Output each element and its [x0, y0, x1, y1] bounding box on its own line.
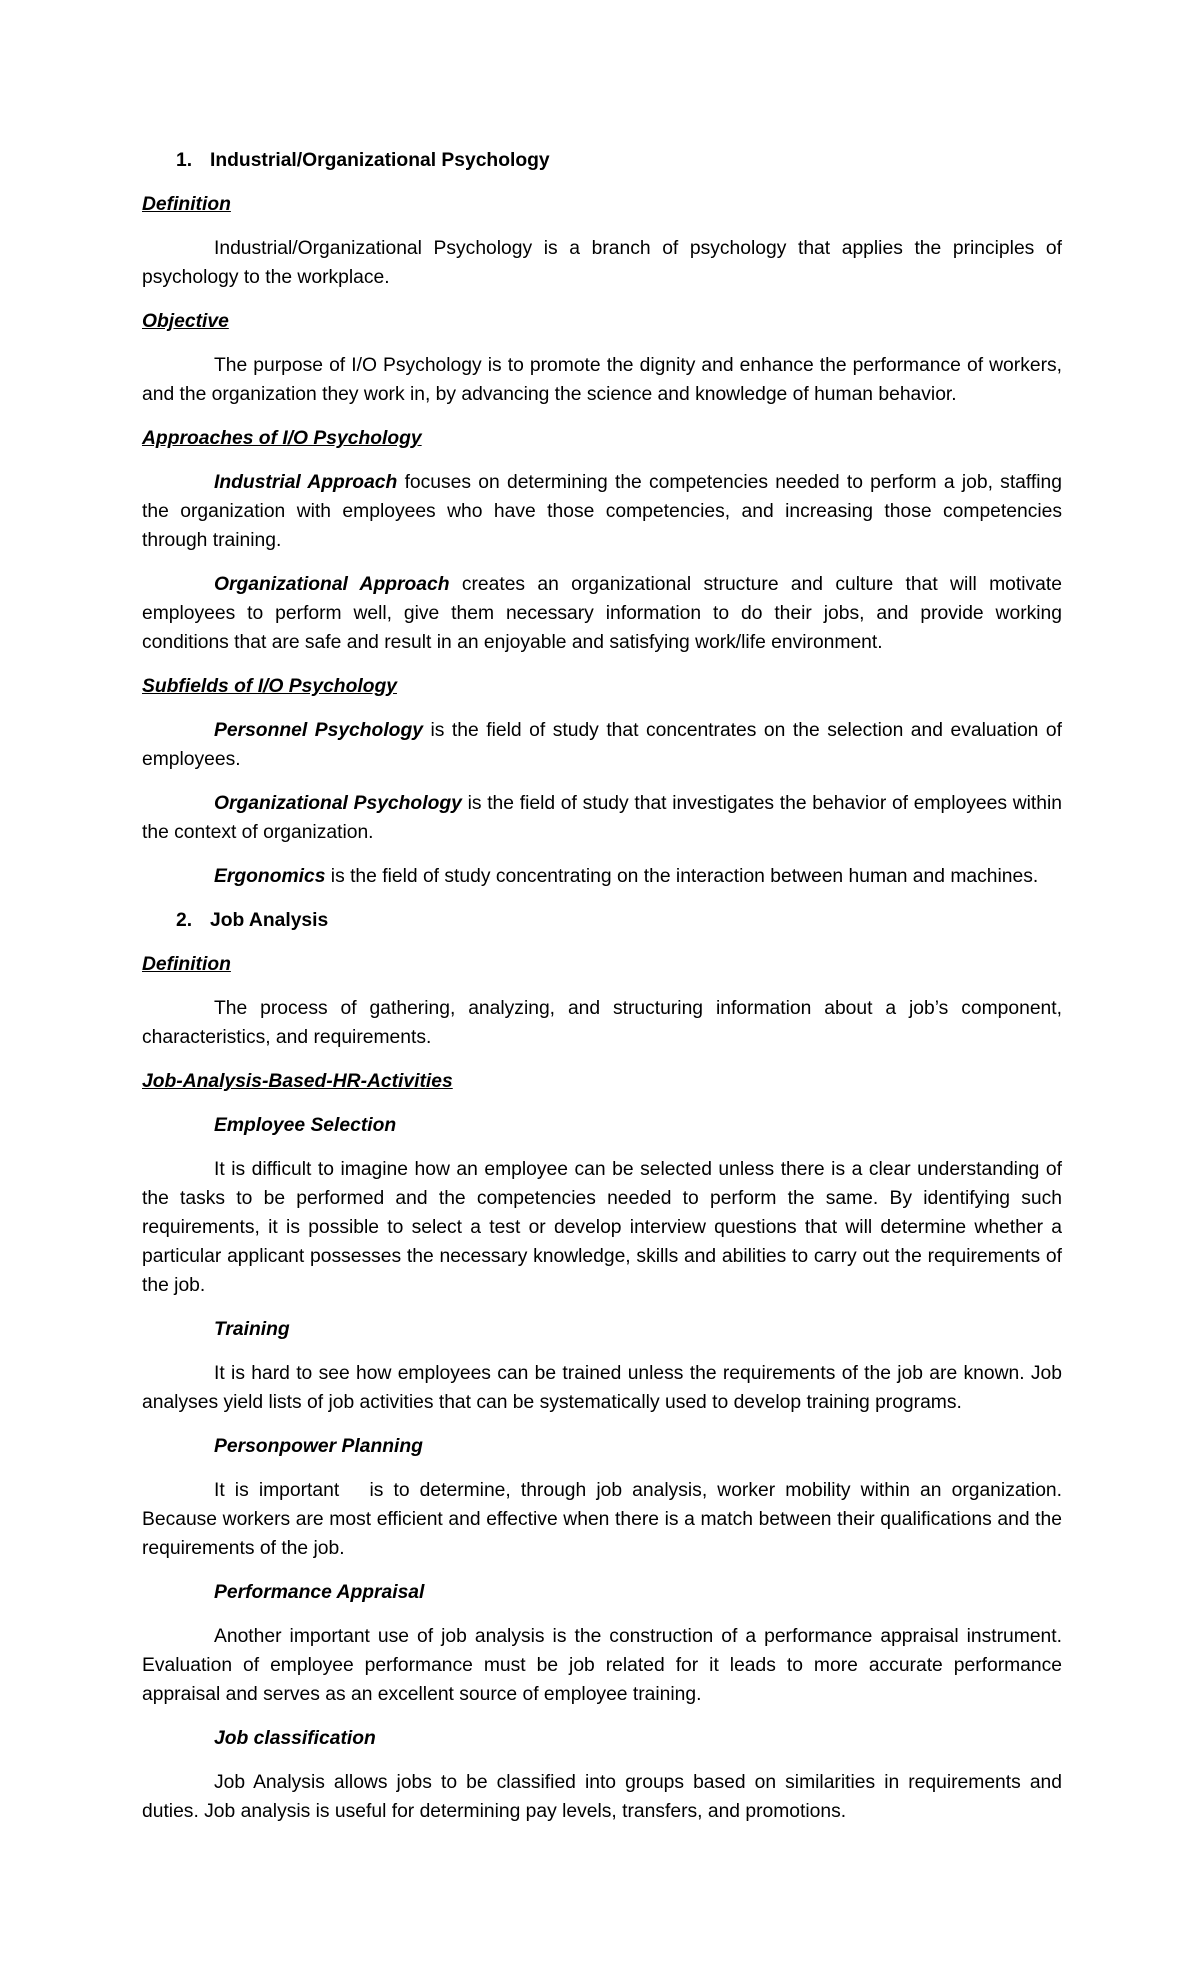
- section-2-heading: [176, 906, 1062, 935]
- objective-heading: Objective: [142, 311, 229, 332]
- subfield-organizational: [142, 789, 1062, 847]
- subfield-term: Organizational Psychology: [214, 793, 462, 814]
- objective-text: The purpose of I/O Psychology is to promote the dignity and enhance the performance of workers, and the organization they work in, by advancing the science and knowledge of human behavior.: [142, 355, 1062, 405]
- approach-text: focuses on determining the competencies needed to perform a job, staffing the organization with employees who have those competencies, and increasing those competencies through training.: [142, 472, 1062, 551]
- subfield-personnel: [142, 716, 1062, 774]
- activity-text-performance-appraisal: Another important use of job analysis is the construction of a performance appraisal instrument. Evaluation of employee performance must be job related for it leads to more accurate performance appraisal and serves as an excellent source of employee training.: [142, 1626, 1062, 1705]
- section-1-definition-heading: Definition: [142, 194, 231, 215]
- approach-term: Industrial Approach: [214, 472, 398, 493]
- subfields-heading: Subfields of I/O Psychology: [142, 676, 397, 697]
- activity-title-employee-selection: Employee Selection: [214, 1115, 397, 1136]
- subfield-ergonomics: [142, 862, 1062, 891]
- activity-text-job-classification: Job Analysis allows jobs to be classified into groups based on similarities in requirements and duties. Job analysis is useful for determining pay levels, transfers, and promotions.: [142, 1772, 1062, 1822]
- section-2-definition-text: The process of gathering, analyzing, and structuring information about a job’s component, characteristics, and requirements.: [142, 998, 1062, 1048]
- activity-title-training: Training: [214, 1319, 290, 1340]
- section-1-number: 1.: [176, 150, 193, 171]
- approach-organizational: [142, 570, 1062, 657]
- section-2-title: Job Analysis: [210, 910, 329, 931]
- approach-term: Organizational Approach: [214, 574, 450, 595]
- hr-activities-heading: Job-Analysis-Based-HR-Activities: [142, 1071, 453, 1092]
- approach-text: creates an organizational structure and culture that will motivate employees to perform well, give them necessary information to do their jobs, and provide working conditions that are safe and result in an enjoyable and satisfying work/life environment.: [142, 574, 1062, 653]
- activity-text-training: It is hard to see how employees can be trained unless the requirements of the job are known. Job analyses yield lists of job activities that can be systematically used to develop training programs.: [142, 1363, 1062, 1413]
- section-1-title: Industrial/Organizational Psychology: [210, 150, 550, 171]
- subfield-text: is the field of study that investigates the behavior of employees within the context of organization.: [142, 793, 1062, 843]
- activity-title-personpower-planning: Personpower Planning: [214, 1436, 423, 1457]
- section-1-heading: [176, 146, 1062, 175]
- activity-text-personpower-planning: It is important is to determine, through job analysis, worker mobility within an organization. Because workers are most efficient and effective when there is a match between their qualifications and the requirements of the job.: [142, 1480, 1068, 1559]
- section-2-definition-heading: Definition: [142, 954, 231, 975]
- approaches-heading: Approaches of I/O Psychology: [142, 428, 422, 449]
- activity-title-job-classification: Job classification: [214, 1728, 376, 1749]
- activity-title-performance-appraisal: Performance Appraisal: [214, 1582, 425, 1603]
- subfield-text: is the field of study that concentrates on the selection and evaluation of employees.: [142, 720, 1062, 770]
- subfield-term: Personnel Psychology: [214, 720, 423, 741]
- subfield-text: is the field of study concentrating on the interaction between human and machines.: [325, 866, 1039, 887]
- activity-text-employee-selection: It is difficult to imagine how an employee can be selected unless there is a clear understanding of the tasks to be performed and the competencies needed to perform the same. By identifying such requirements, it is possible to select a test or develop interview questions that will determine whether a particular applicant possesses the necessary knowledge, skills and abilities to carry out the requirements of the job.: [142, 1159, 1062, 1296]
- subfield-term: Ergonomics: [214, 866, 326, 887]
- approach-industrial: [142, 468, 1062, 555]
- section-1-definition-text: Industrial/Organizational Psychology is a branch of psychology that applies the principles of psychology to the workplace.: [142, 238, 1062, 288]
- section-2-number: 2.: [176, 910, 193, 931]
